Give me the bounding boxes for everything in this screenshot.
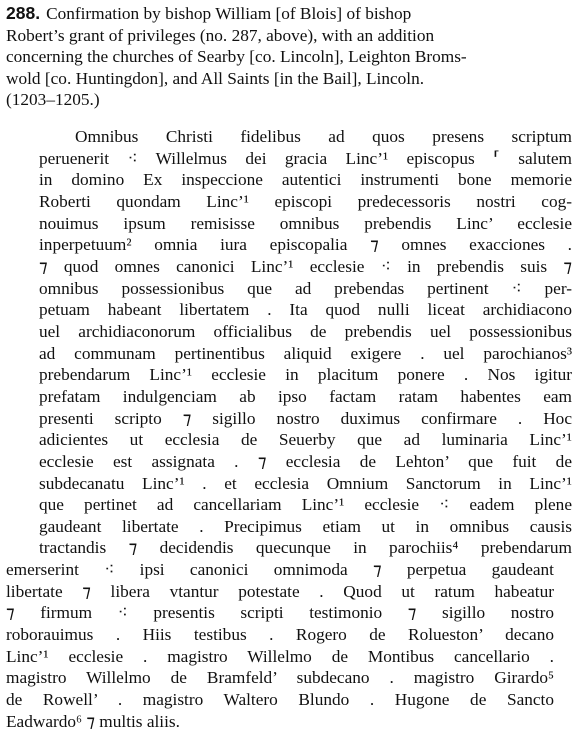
charter-line: inperpetuum² omnia iura episcopalia ⁊ omnes exacciones .	[39, 235, 572, 255]
charter-indented-block	[39, 126, 572, 559]
charter-line: prebendarum Linc’¹ ecclesie in placitum ponere . Nos igitur	[39, 365, 572, 385]
charter-line: emerserint ⁖ ipsi canonici omnimoda ⁊ perpetua gaudeant	[6, 560, 554, 580]
charter-line: omnibus possessionibus que ad prebendas pertinent ⁖ per-	[39, 278, 572, 298]
heading-line	[6, 3, 570, 25]
charter-line: nouimus ipsum remisisse omnibus prebendis Linc’ ecclesie	[39, 213, 572, 233]
charter-line: prefatam indulgenciam ab ipso factam ratam habentes eam	[39, 386, 572, 406]
charter-line: in domino Ex inspeccione autentici instrumenti bone memorie	[39, 170, 572, 190]
heading-line: Robert’s grant of privileges (no. 287, above), with an addition	[6, 25, 435, 45]
charter-line: gaudeant libertate . Precipimus etiam ut in omnibus causis	[39, 516, 572, 536]
charter-text	[0, 126, 576, 732]
charter-line: adicientes ut ecclesia de Seuerby que ad luminaria Linc’¹	[39, 430, 572, 450]
charter-line: ⁊ quod omnes canonici Linc’¹ ecclesie ⁖ in prebendis suis ⁊	[39, 256, 572, 276]
heading-line: concerning the churches of Searby [co. Lincoln], Leighton Broms-	[6, 47, 467, 67]
heading-line: wold [co. Huntingdon], and All Saints [in the Bail], Lincoln.	[6, 68, 425, 88]
entry-number: 288.	[6, 3, 41, 23]
heading-line: (1203–1205.)	[6, 90, 100, 110]
charter-line: ⁊ firmum ⁖ presentis scripti testimonio ⁊ sigillo nostro	[6, 603, 554, 623]
charter-line: Eadwardo⁶ ⁊ multis aliis.	[6, 711, 180, 731]
charter-line: ad communam pertinentibus aliquid exigere . uel parochianos³	[39, 343, 572, 363]
charter-line: libertate ⁊ libera vtantur potestate . Quod ut ratum habeatur	[6, 581, 554, 601]
charter-line: ecclesie est assignata . ⁊ ecclesia de Lehton’ que fuit de	[39, 451, 572, 471]
charter-line: peruenerit ⁖ Willelmus dei gracia Linc’¹ episcopus ⸢ salutem	[39, 148, 572, 168]
charter-full-width-block	[6, 559, 554, 732]
charter-line: Omnibus Christi fidelibus ad quos presens scriptum	[75, 127, 572, 146]
charter-line: que pertinet ad cancellariam Linc’¹ ecclesie ⁖ eadem plene	[39, 495, 572, 515]
charter-line: roborauimus . Hiis testibus . Rogero de Rolueston’ decano	[6, 625, 554, 645]
charter-line: Roberti quondam Linc’¹ episcopi predecessoris nostri cog-	[39, 191, 572, 211]
charter-line: uel archidiaconorum officialibus de prebendis uel possessionibus	[39, 321, 572, 341]
entry-heading	[6, 3, 570, 111]
charter-line: subdecanatu Linc’¹ . et ecclesia Omnium Sanctorum in Linc’¹	[39, 473, 572, 493]
heading-text: Confirmation by bishop William [of Blois] of bishop	[46, 4, 412, 23]
charter-line: de Rowell’ . magistro Waltero Blundo . Hugone de Sancto	[6, 690, 554, 710]
charter-line: tractandis ⁊ decidendis quecunque in parochiis⁴ prebendarum	[39, 538, 572, 558]
charter-line: magistro Willelmo de Bramfeld’ subdecano . magistro Girardo⁵	[6, 668, 554, 688]
charter-line: presenti scripto ⁊ sigillo nostro duximus confirmare . Hoc	[39, 408, 572, 428]
charter-line: petuam habeant libertatem . Ita quod nulli liceat archidiacono	[39, 300, 572, 320]
charter-line: Linc’¹ ecclesie . magistro Willelmo de Montibus cancellario .	[6, 646, 554, 666]
